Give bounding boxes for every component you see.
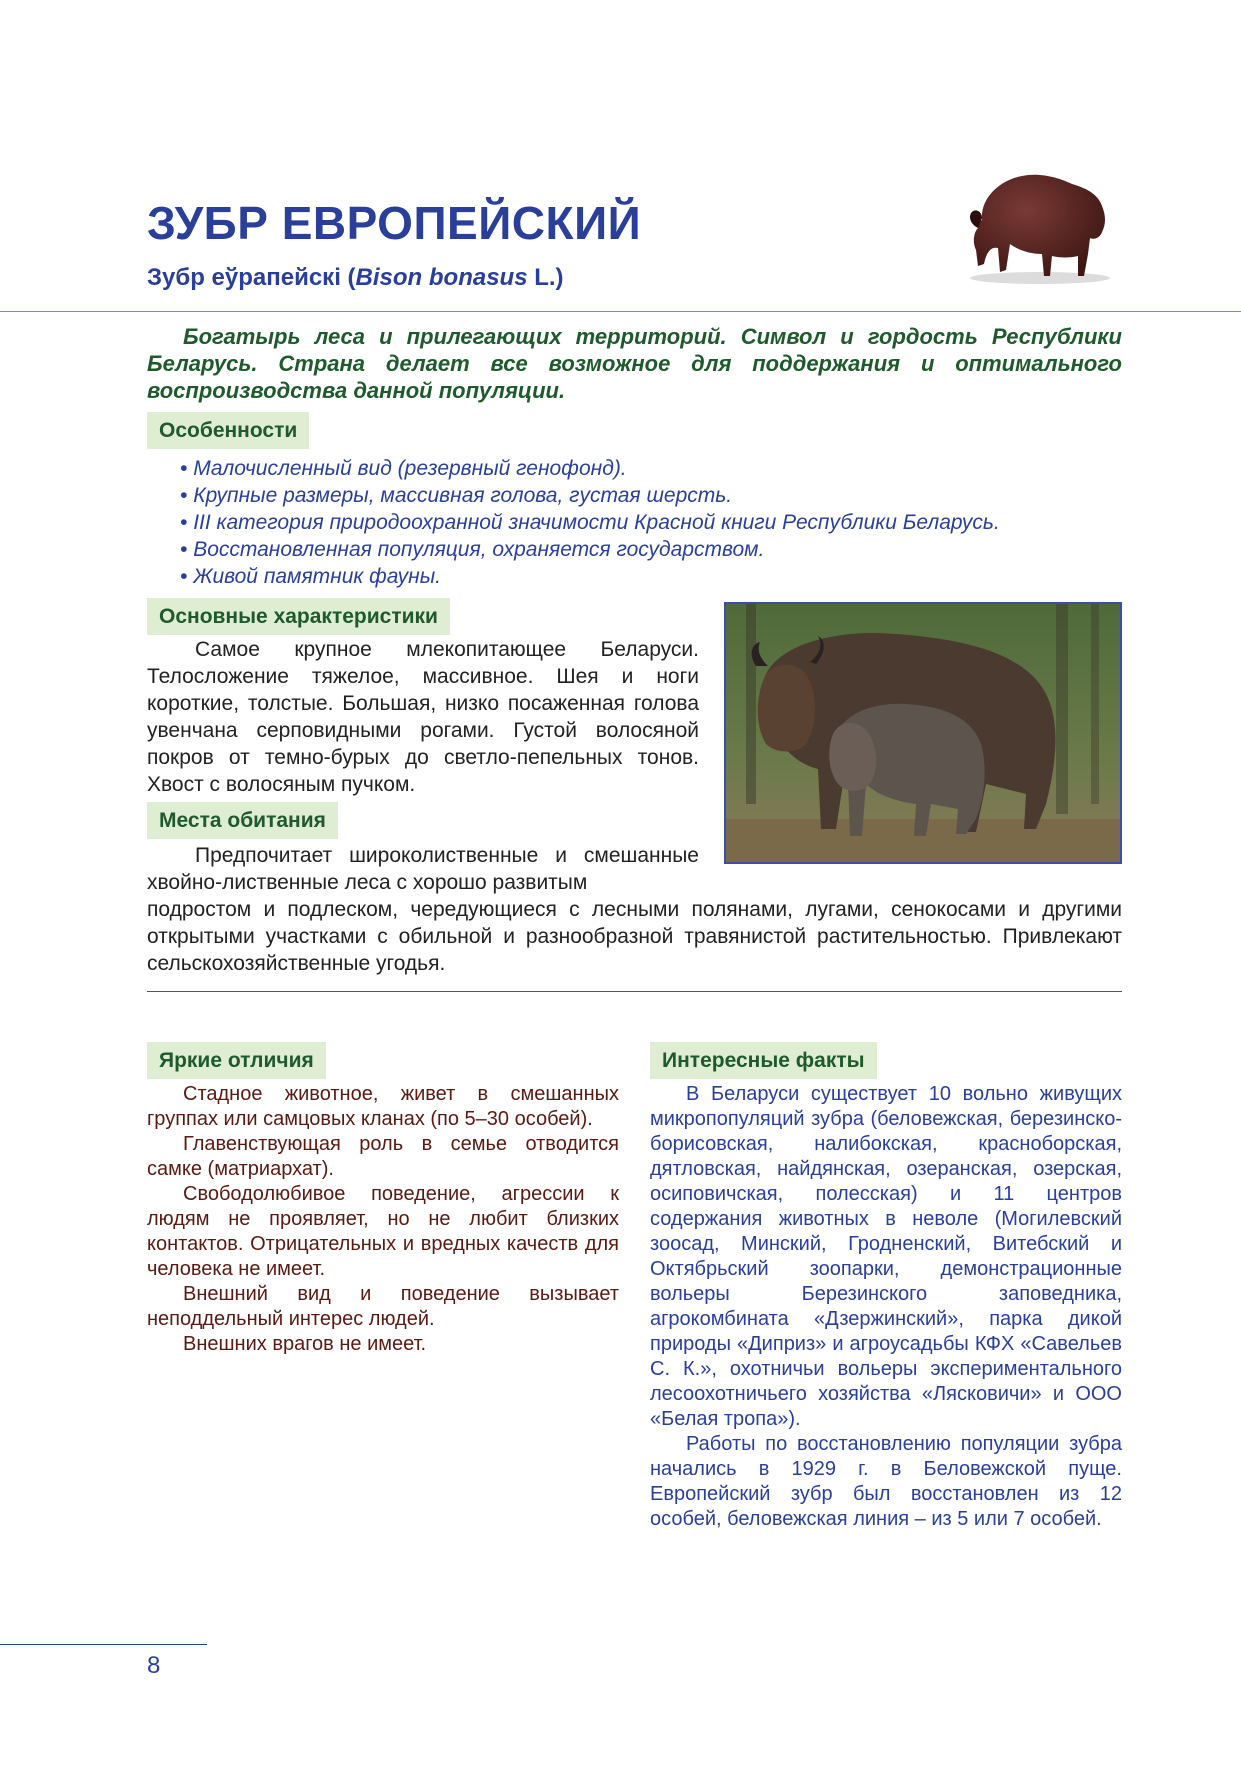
habitat-text-bottom: подростом и подлеском, чередующиеся с лесными полянами, лугами, сенокосами и другими открытыми участками с обильной и разнообразной травянистой растительностью. Привлекают сельскохозяйственные угодья.	[147, 898, 1122, 975]
subtitle-latin-name: Bison bonasus	[355, 264, 528, 291]
subtitle-prefix: Зубр еўрапейскі (	[147, 264, 356, 291]
section-divider	[147, 991, 1122, 992]
list-item: • III категория природоохранной значимости Красной книги Республики Беларусь.	[180, 509, 1000, 536]
habitat-text-top: Предпочитает широколиственные и смешанные хвойно-лиственные леса с хорошо развитым	[147, 844, 699, 894]
distinctions-paragraph: Стадное животное, живет в смешанных группах или самцовых кланах (по 5–30 особей).	[147, 1083, 619, 1130]
subtitle-suffix: L.)	[527, 264, 564, 291]
facts-paragraph: В Беларуси существует 10 вольно живущих микропопуляций зубра (беловежская, березинско-борисовская, налибокская, красноборская, дятловская, найдянская, озеранская, озерская, осиповичская, полесская) и 11 центров содержания животных в неволе (Могилевский зоосад, Минский, Гродненский, Витебский и Октябрьский зоопарки, демонстрационные вольеры Березинского заповедника, агрокомбината «Дзержинский», парка дикой природы «Диприз» и агроусадьбы КФХ «Савельев С. К.», охотничьи вольеры экспериментального лесоохотничьего хозяйства «Лясковичи» и ООО «Белая тропа»).	[650, 1083, 1122, 1430]
facts-paragraph: Работы по восстановлению популяции зубра начались в 1929 г. в Беловежской пуще. Европейский зубр был восстановлен из 12 особей, беловежская линия – из 5 или 7 особей.	[650, 1433, 1122, 1530]
facts-text	[650, 1082, 1122, 1532]
list-item: • Восстановленная популяция, охраняется государством.	[180, 536, 1000, 563]
bison-photo	[724, 602, 1122, 864]
bison-photo-illustration	[726, 604, 1120, 862]
intro-paragraph: Богатырь леса и прилегающих территорий. Символ и гордость Республики Беларусь. Страна делает все возможное для поддержания и оптимального воспроизводства данной популяции.	[147, 324, 1122, 403]
bison-silhouette-illustration	[960, 158, 1120, 288]
distinctions-text	[147, 1082, 619, 1357]
list-item: • Малочисленный вид (резервный генофонд).	[180, 455, 1000, 482]
characteristics-text: Самое крупное млекопитающее Беларуси. Телосложение тяжелое, массивное. Шея и ноги короткие, толстые. Большая, низко посаженная голова увенчана серповидными рогами. Густой волосяной покров от темно-бурых до светло-пепельных тонов. Хвост с волосяным пучком.	[147, 638, 699, 796]
distinctions-paragraph: Внешний вид и поведение вызывает неподдельный интерес людей.	[147, 1283, 619, 1330]
page-number: 8	[147, 1652, 161, 1679]
distinctions-paragraph: Главенствующая роль в семье отводится самке (матриархат).	[147, 1133, 619, 1180]
features-list	[180, 455, 1000, 590]
section-label-distinctions: Яркие отличия	[147, 1042, 326, 1079]
distinctions-paragraph: Внешних врагов не имеет.	[183, 1333, 427, 1355]
section-label-habitat: Места обитания	[147, 802, 338, 839]
section-label-characteristics: Основные характеристики	[147, 598, 450, 635]
list-item: • Живой памятник фауны.	[180, 563, 1000, 590]
page-title: ЗУБР ЕВРОПЕЙСКИЙ	[147, 197, 642, 249]
section-label-features: Особенности	[147, 412, 309, 449]
list-item: • Крупные размеры, массивная голова, густая шерсть.	[180, 482, 1000, 509]
distinctions-paragraph: Свободолюбивое поведение, агрессии к людям не проявляет, но не любит близких контактов. Отрицательных и вредных качеств для человека не имеет.	[147, 1183, 619, 1280]
footer-divider	[0, 1644, 207, 1645]
header-divider	[0, 311, 1241, 312]
page-subtitle	[147, 264, 564, 292]
section-label-facts: Интересные факты	[650, 1042, 877, 1079]
